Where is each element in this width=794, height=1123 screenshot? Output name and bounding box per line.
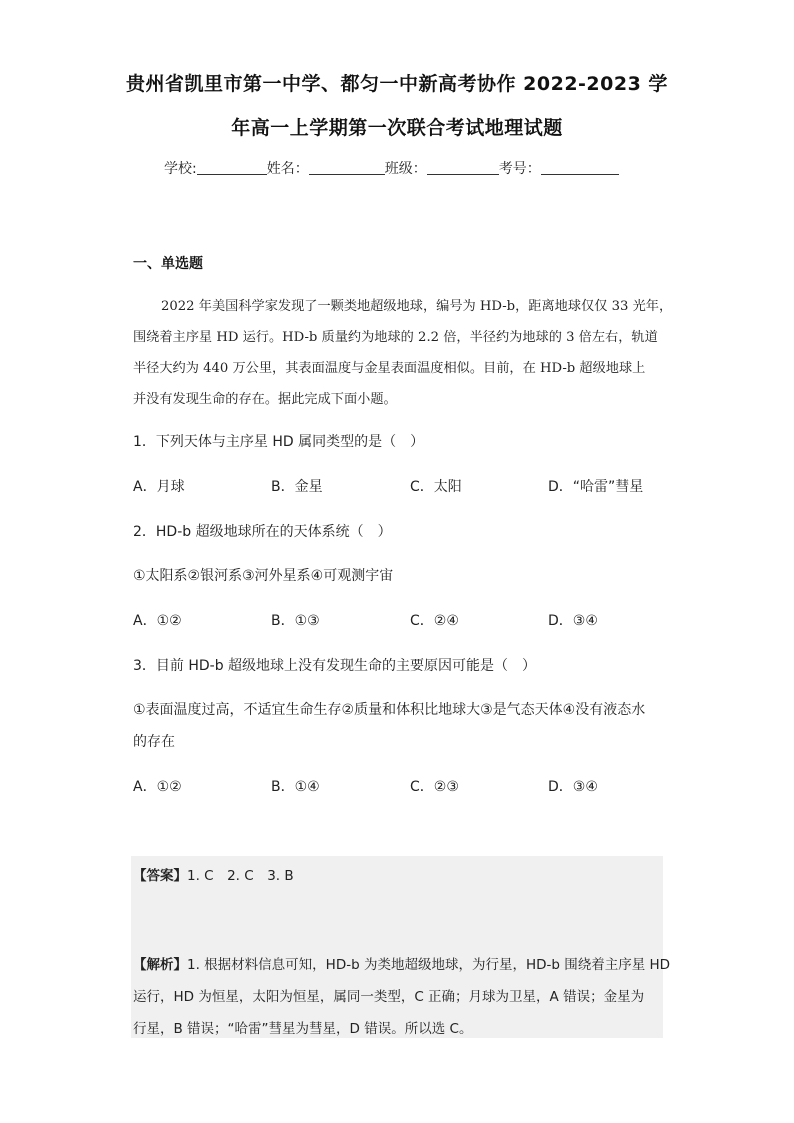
- answer-line: [133, 864, 294, 884]
- document-title-line-2: 年高一上学期第一次联合考试地理试题: [231, 117, 563, 139]
- question-1-option-d: D．“哈雷”彗星: [548, 479, 644, 495]
- name-blank: [309, 160, 385, 175]
- answer-text: 1. C 2. C 3. B: [187, 868, 294, 884]
- passage-line: 半径大约为 440 万公里，其表面温度与金星表面温度相似。目前，在 HD-b 超级地球上: [133, 361, 646, 376]
- question-1-option-c: C．太阳: [410, 479, 462, 495]
- question-3-option-c: C．②③: [410, 779, 459, 795]
- section-heading: 一、单选题: [133, 256, 203, 272]
- question-2-option-c: C．②④: [410, 613, 459, 629]
- class-blank: [427, 160, 499, 175]
- question-3-option-d: D．③④: [548, 779, 598, 795]
- student-info-row: [164, 158, 619, 178]
- question-1-stem: 1．下列天体与主序星 HD 属同类型的是（ ）: [133, 434, 425, 450]
- question-1-option-b: B．金星: [271, 479, 323, 495]
- question-3-statements-line-2: 的存在: [133, 734, 175, 750]
- school-blank: [197, 160, 267, 175]
- question-2-statements: ①太阳系②银河系③河外星系④可观测宇宙: [133, 568, 394, 584]
- exam-number-label: 考号：: [498, 161, 541, 177]
- exam-number-blank: [541, 160, 619, 175]
- question-2-option-a: A．①②: [133, 613, 182, 629]
- question-3-stem: 3．目前 HD-b 超级地球上没有发现生命的主要原因可能是（ ）: [133, 658, 537, 674]
- reading-passage: [133, 291, 673, 415]
- question-3-statements-line-1: ①表面温度过高，不适宜生命生存②质量和体积比地球大③是气态天体④没有液态水: [133, 702, 646, 718]
- answer-label: 【答案】: [133, 868, 187, 884]
- question-3-option-a: A．①②: [133, 779, 182, 795]
- question-3-option-b: B．①④: [271, 779, 320, 795]
- school-label: 学校:: [164, 161, 197, 177]
- passage-line: 并没有发现生命的存在。据此完成下面小题。: [133, 392, 397, 407]
- question-2-option-b: B．①③: [271, 613, 320, 629]
- explanation-line-3: 行星，B 错误；“哈雷”彗星为彗星，D 错误。所以选 C。: [133, 1021, 473, 1037]
- explanation-label: 【解析】: [133, 957, 187, 973]
- document-title-line-1: 贵州省凯里市第一中学、都匀一中新高考协作 2022-2023 学: [126, 73, 668, 95]
- question-2-option-d: D．③④: [548, 613, 598, 629]
- question-1-option-a: A．月球: [133, 479, 185, 495]
- explanation-text-1: 1. 根据材料信息可知，HD-b 为类地超级地球，为行星，HD-b 围绕着主序星 HD: [187, 957, 671, 973]
- passage-line: 围绕着主序星 HD 运行。HD-b 质量约为地球的 2.2 倍，半径约为地球的 3 倍左右，轨道: [133, 330, 658, 345]
- explanation-line-2: 运行，HD 为恒星，太阳为恒星，属同一类型，C 正确；月球为卫星，A 错误；金星为: [133, 989, 645, 1005]
- explanation-line-1: [133, 949, 671, 981]
- name-label: 姓名：: [266, 161, 309, 177]
- class-label: 班级：: [384, 161, 427, 177]
- passage-line: 2022 年美国科学家发现了一颗类地超级地球，编号为 HD-b，距离地球仅仅 33 光年，: [161, 299, 673, 314]
- question-2-stem: 2．HD-b 超级地球所在的天体系统（ ）: [133, 524, 392, 540]
- explanation: [133, 949, 671, 1045]
